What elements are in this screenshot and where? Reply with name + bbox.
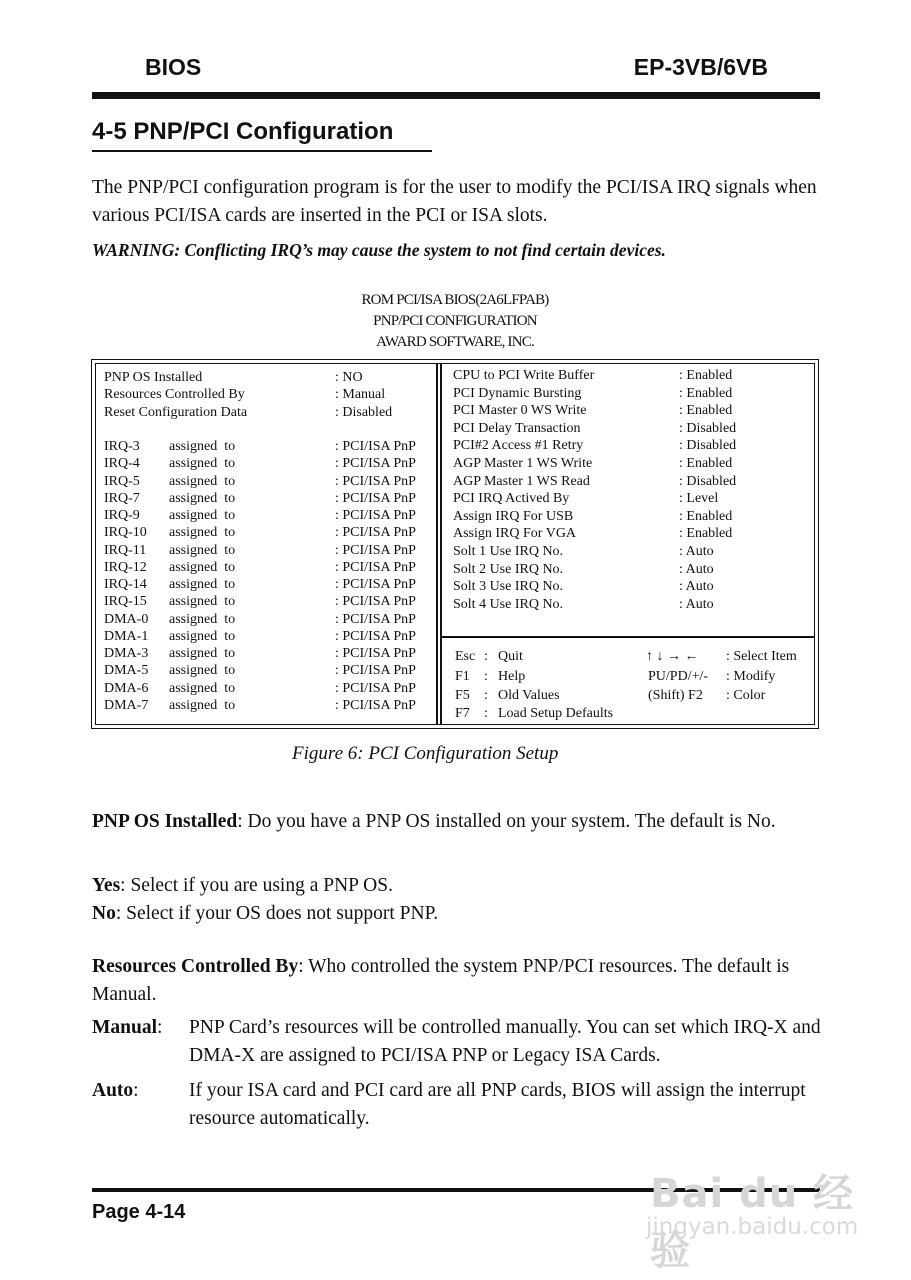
bios-setting-value: : Enabled: [679, 403, 733, 419]
figure-caption: Figure 6: PCI Configuration Setup: [292, 743, 559, 764]
bios-setting-assigned: assigned to: [169, 508, 236, 523]
bios-key-sep: :: [484, 688, 488, 703]
header-right-model: EP-3VB/6VB: [633, 54, 768, 80]
bios-setting-value: : PCI/ISA PnP: [335, 456, 416, 472]
bios-setting-value: : PCI/ISA PnP: [335, 577, 416, 592]
header-left-title: BIOS: [145, 54, 202, 80]
bios-setting-label: PNP OS Installed: [104, 370, 203, 385]
pnp-os-description: [92, 808, 827, 836]
bios-setting-value: : Enabled: [679, 508, 733, 524]
bios-setting-value: : Enabled: [679, 368, 733, 383]
bios-key-sep: :: [484, 669, 488, 684]
bios-key: F1: [455, 669, 470, 684]
bios-setting-label: PCI Delay Transaction: [453, 420, 581, 436]
baidu-logo-text: Bai du 经验: [650, 1171, 855, 1274]
bios-setting-label: IRQ-3: [104, 439, 140, 454]
manual-term: Manual: [92, 1017, 158, 1038]
bios-key: F7: [455, 706, 470, 721]
bios-setting-value: : PCI/ISA PnP: [335, 697, 416, 713]
yes-text: : Select if you are using a PNP OS.: [120, 875, 393, 896]
resources-description: [92, 953, 827, 1009]
bios-column-divider-2: [440, 363, 442, 725]
bios-key-2: (Shift) F2: [648, 688, 703, 703]
bios-setting-assigned: assigned to: [169, 439, 236, 454]
no-text: : Select if your OS does not support PNP.: [115, 903, 439, 924]
bios-title-line-2: PNP/PCI CONFIGURATION: [373, 313, 537, 329]
bios-setting-label: IRQ-4: [104, 456, 140, 472]
yes-term: Yes: [92, 875, 121, 896]
manual-sep: :: [157, 1017, 163, 1038]
bios-setting-value: : PCI/ISA PnP: [335, 611, 416, 627]
bios-setting-label: Solt 4 Use IRQ No.: [453, 596, 564, 612]
bios-setting-value: : Disabled: [335, 404, 393, 420]
bios-key-action: Load Setup Defaults: [498, 706, 614, 721]
bios-key-action-2: : Modify: [726, 669, 776, 684]
pnp-os-term: PNP OS Installed: [92, 811, 238, 832]
no-option: [92, 900, 438, 928]
pnp-os-text: : Do you have a PNP OS installed on your system. The default is No.: [237, 811, 776, 832]
bios-setting-label: IRQ-15: [104, 594, 147, 610]
bios-setting-assigned: assigned to: [169, 663, 236, 679]
bios-setting-label: IRQ-11: [104, 542, 147, 558]
page-number: Page 4-14: [92, 1201, 186, 1223]
bios-setting-assigned: assigned to: [169, 559, 236, 575]
baidu-watermark: [640, 1140, 870, 1274]
bios-setting-label: AGP Master 1 WS Write: [453, 456, 593, 471]
bios-key-action: Help: [498, 669, 526, 684]
bios-setting-label: Solt 3 Use IRQ No.: [453, 579, 564, 595]
bios-key-action-2: : Color: [726, 688, 766, 703]
bios-setting-label: DMA-1: [104, 628, 149, 644]
bios-setting-label: IRQ-12: [104, 559, 147, 575]
auto-sep: :: [133, 1080, 139, 1101]
bios-setting-value: : PCI/ISA PnP: [335, 559, 416, 575]
bios-setting-label: AGP Master 1 WS Read: [453, 473, 590, 489]
arrow-keys-icon: ↑ ↓ → ←: [646, 649, 699, 664]
bios-key-sep: :: [484, 706, 488, 721]
bios-setting-value: : Auto: [679, 561, 714, 577]
section-title: 4-5 PNP/PCI Configuration: [92, 118, 394, 145]
bios-setting-label: DMA-7: [104, 697, 149, 713]
bios-setting-value: : Disabled: [679, 473, 737, 489]
bios-key-2: PU/PD/+/-: [648, 669, 709, 684]
bios-setting-value: : Auto: [679, 596, 714, 612]
bios-title-line-1: ROM PCI/ISA BIOS(2A6LFPAB): [361, 292, 549, 308]
bios-setting-assigned: assigned to: [169, 456, 236, 472]
bios-setting-value: : Disabled: [679, 420, 737, 436]
bios-setting-value: : Enabled: [679, 456, 733, 471]
bios-setting-assigned: assigned to: [169, 577, 236, 592]
bios-setting-label: PCI Master 0 WS Write: [453, 403, 587, 419]
bios-setting-assigned: assigned to: [169, 646, 236, 661]
bios-setting-value: : NO: [335, 370, 363, 385]
manual-term-wrap: [92, 1014, 162, 1042]
bios-setting-value: : PCI/ISA PnP: [335, 439, 416, 454]
bios-setting-value: : PCI/ISA PnP: [335, 525, 416, 541]
bios-setting-value: : Auto: [679, 579, 714, 595]
bios-setting-label: Assign IRQ For VGA: [453, 526, 577, 542]
bios-setting-assigned: assigned to: [169, 628, 236, 644]
auto-definition: If your ISA card and PCI card are all PNP cards, BIOS will assign the interrupt resource automatically.: [189, 1080, 806, 1129]
bios-column-divider: [436, 363, 438, 725]
bios-setting-label: Reset Configuration Data: [104, 404, 248, 420]
bios-key: Esc: [455, 649, 476, 664]
bios-title-line-3: AWARD SOFTWARE, INC.: [376, 334, 534, 350]
bios-setting-value: : PCI/ISA PnP: [335, 646, 416, 661]
intro-paragraph: The PNP/PCI configuration program is for the user to modify the PCI/ISA IRQ signals when various PCI/ISA cards are inserted in the PCI or ISA slots.: [92, 177, 817, 226]
bios-setting-value: : Manual: [335, 387, 386, 403]
bios-key: F5: [455, 688, 470, 703]
bios-setting-label: Solt 2 Use IRQ No.: [453, 561, 564, 577]
bios-setting-label: IRQ-7: [104, 490, 140, 506]
header-rule: [92, 92, 820, 99]
bios-setting-label: IRQ-5: [104, 473, 140, 489]
bios-setting-label: DMA-5: [104, 663, 149, 679]
bios-keys-divider: [440, 636, 815, 638]
auto-term-wrap: [92, 1077, 139, 1105]
bios-setting-assigned: assigned to: [169, 697, 236, 713]
bios-setting-label: PCI#2 Access #1 Retry: [453, 438, 584, 454]
bios-setting-value: : PCI/ISA PnP: [335, 542, 416, 558]
bios-setting-value: : PCI/ISA PnP: [335, 680, 416, 696]
resources-term: Resources Controlled By: [92, 956, 299, 977]
bios-setting-assigned: assigned to: [169, 611, 236, 627]
bios-setting-label: IRQ-9: [104, 508, 140, 523]
bios-setting-value: : PCI/ISA PnP: [335, 628, 416, 644]
bios-setting-assigned: assigned to: [169, 490, 236, 506]
bios-setting-label: PCI Dynamic Bursting: [453, 385, 582, 401]
bios-setting-value: : PCI/ISA PnP: [335, 508, 416, 523]
bios-setting-value: : Enabled: [679, 385, 733, 401]
bios-setting-label: DMA-3: [104, 646, 149, 661]
bios-setting-label: PCI IRQ Actived By: [453, 491, 570, 507]
bios-setting-label: DMA-6: [104, 680, 149, 696]
bios-setting-assigned: assigned to: [169, 542, 236, 558]
bios-setting-value: : PCI/ISA PnP: [335, 594, 416, 610]
bios-setting-label: DMA-0: [104, 611, 149, 627]
bios-setting-assigned: assigned to: [169, 680, 236, 696]
yes-option: [92, 872, 393, 900]
bios-setting-label: IRQ-14: [104, 577, 147, 592]
bios-setting-assigned: assigned to: [169, 594, 236, 610]
bios-setting-value: : PCI/ISA PnP: [335, 473, 416, 489]
bios-setting-value: : Level: [679, 491, 719, 507]
bios-setting-label: Solt 1 Use IRQ No.: [453, 544, 564, 559]
bios-setting-value: : PCI/ISA PnP: [335, 663, 416, 679]
manual-definition: PNP Card’s resources will be controlled manually. You can set which IRQ-X and DMA-X are assigned to PCI/ISA PNP or Legacy ISA Cards.: [189, 1017, 821, 1066]
bios-setting-label: IRQ-10: [104, 525, 147, 541]
title-underline: [92, 150, 432, 152]
bios-setting-label: Assign IRQ For USB: [453, 508, 574, 524]
bios-setting-assigned: assigned to: [169, 473, 236, 489]
bios-key-action: Old Values: [498, 688, 560, 703]
bios-setting-assigned: assigned to: [169, 525, 236, 541]
no-term: No: [92, 903, 116, 924]
bios-setting-value: : Enabled: [679, 526, 733, 542]
bios-setting-value: : Disabled: [679, 438, 737, 454]
baidu-url-text: jingyan.baidu.com: [646, 1214, 859, 1240]
bios-key-sep: :: [484, 649, 488, 664]
warning-text: WARNING: Conflicting IRQ’s may cause the system to not find certain devices.: [92, 240, 666, 260]
resources-text: : Who controlled the system PNP/PCI resources. The default is Manual.: [92, 956, 790, 1005]
bios-setting-label: Resources Controlled By: [104, 387, 245, 403]
bios-setting-label: CPU to PCI Write Buffer: [453, 368, 595, 383]
bios-setting-value: : Auto: [679, 544, 714, 559]
bios-key-action: Quit: [498, 649, 523, 664]
bios-setting-value: : PCI/ISA PnP: [335, 490, 416, 506]
auto-term: Auto: [92, 1080, 134, 1101]
bios-key-action-2: : Select Item: [726, 649, 797, 664]
